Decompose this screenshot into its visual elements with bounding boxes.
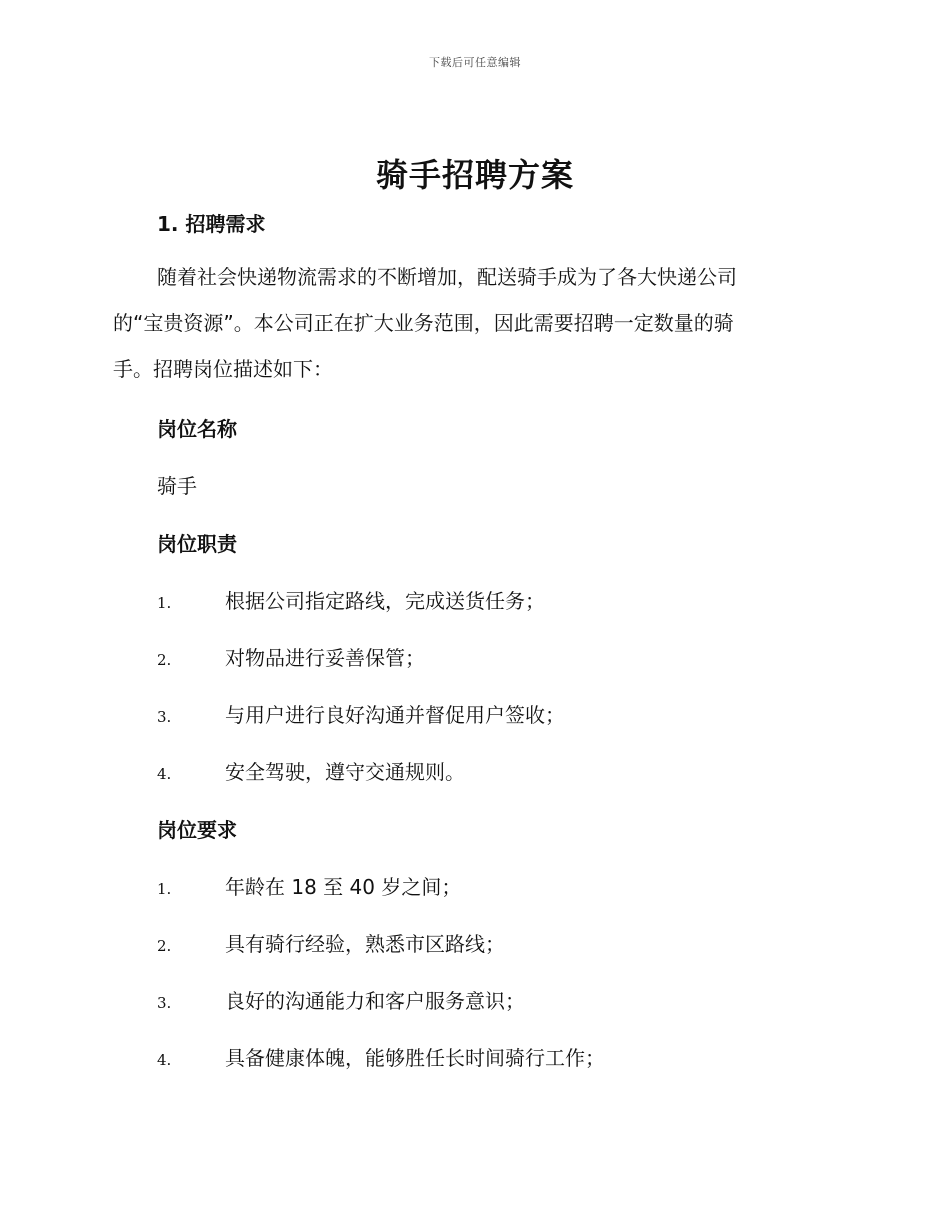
section-heading-recruitment-needs: 1. 招聘需求 [157, 212, 266, 236]
duty-item-text: 安全驾驶，遵守交通规则。 [225, 760, 465, 784]
duties-heading: 岗位职责 [157, 532, 237, 556]
position-name-value: 骑手 [157, 474, 197, 498]
requirement-item-text: 年龄在 18 至 40 岁之间； [225, 875, 462, 899]
duty-item-number: 2. [157, 651, 172, 669]
requirement-item-text: 具有骑行经验，熟悉市区路线； [225, 932, 505, 956]
requirement-item [157, 871, 837, 900]
duty-item-text: 根据公司指定路线，完成送货任务； [225, 589, 545, 613]
intro-line-1: 随着社会快递物流需求的不断增加，配送骑手成为了各大快递公司 [157, 265, 737, 289]
requirement-item [157, 985, 837, 1014]
requirement-item [157, 1042, 837, 1071]
requirements-heading: 岗位要求 [157, 818, 237, 842]
position-name-heading: 岗位名称 [157, 417, 237, 441]
duty-item-number: 1. [157, 594, 172, 612]
page-header-note: 下载后可任意编辑 [429, 56, 521, 69]
requirement-item-number: 3. [157, 994, 172, 1012]
duty-item-number: 4. [157, 765, 172, 783]
duty-item [157, 585, 837, 614]
intro-line-2: 的“宝贵资源”。本公司正在扩大业务范围，因此需要招聘一定数量的骑 [113, 311, 734, 335]
duty-item-number: 3. [157, 708, 172, 726]
duty-item-text: 与用户进行良好沟通并督促用户签收； [225, 703, 565, 727]
intro-paragraph [113, 254, 813, 392]
document-title: 骑手招聘方案 [375, 156, 574, 194]
requirement-item [157, 928, 837, 957]
duty-item [157, 642, 837, 671]
duty-item-text: 对物品进行妥善保管； [225, 646, 425, 670]
duty-item [157, 699, 837, 728]
requirement-item-number: 1. [157, 880, 172, 898]
duty-item [157, 756, 837, 785]
requirement-item-text: 良好的沟通能力和客户服务意识； [225, 989, 525, 1013]
requirement-item-text: 具备健康体魄，能够胜任长时间骑行工作； [225, 1046, 605, 1070]
intro-line-3: 手。招聘岗位描述如下： [113, 357, 333, 381]
requirement-item-number: 2. [157, 937, 172, 955]
requirement-item-number: 4. [157, 1051, 172, 1069]
